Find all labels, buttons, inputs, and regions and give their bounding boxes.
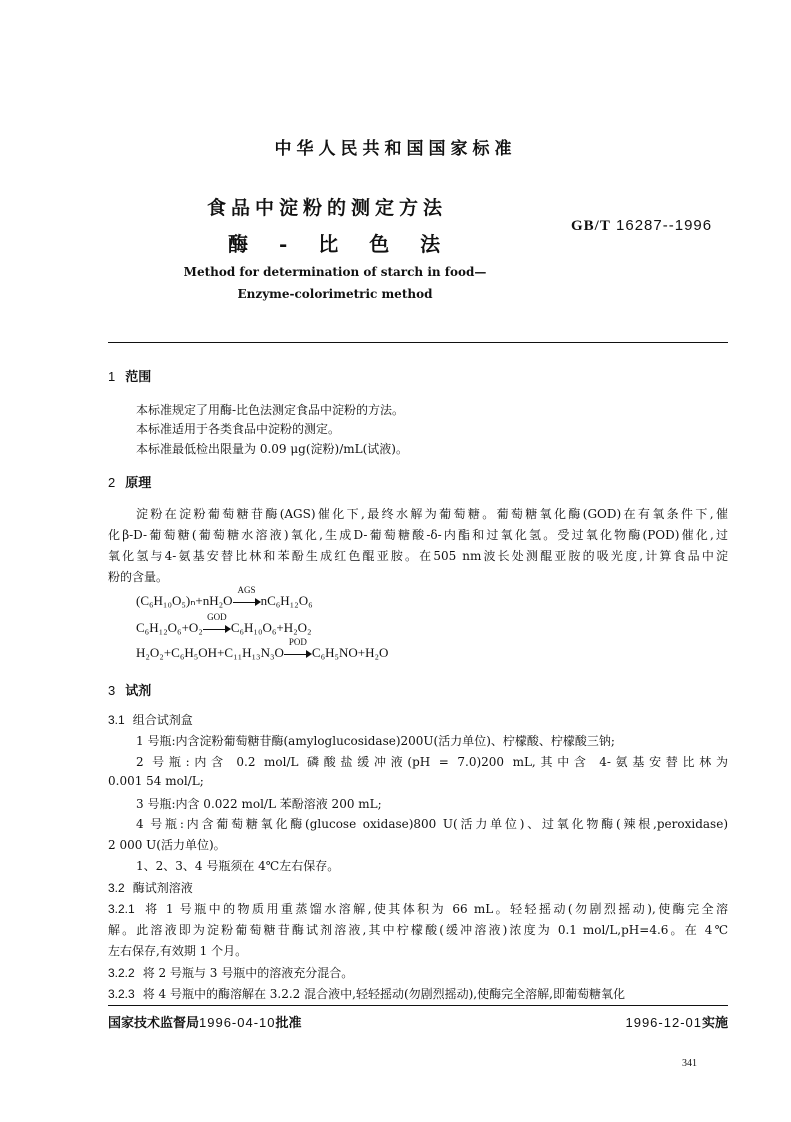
principle-line-1: 淀粉在淀粉葡萄糖苷酶(AGS)催化下,最终水解为葡萄糖。葡萄糖氧化酶(GOD)在有氧条件下,催 — [136, 507, 728, 521]
subsection-3-1-number: 3.1 — [108, 713, 125, 727]
subsection-3-2-2-number: 3.2.2 — [108, 966, 135, 980]
subsection-3-1-title: 组合试剂盒 — [132, 713, 193, 727]
bottle-1-text: 1 号瓶:内含淀粉葡萄糖苷酶(amyloglucosidase)200U(活力单位)、柠檬酸、柠檬酸三钠; — [136, 734, 615, 748]
reaction-arrow-icon — [203, 612, 231, 634]
subsection-3-2-3-text: 将 4 号瓶中的酶溶解在 3.2.2 混合液中,轻轻摇动(勿剧烈摇动),使酶完全溶解,即葡萄糖氧化 — [142, 987, 625, 1001]
equation-2 — [136, 612, 312, 636]
standard-code — [571, 217, 712, 235]
effective-suffix: 实施 — [701, 1016, 728, 1031]
reaction-arrow-icon — [233, 585, 261, 607]
principle-line-3: 氧化氢与4-氨基安替比林和苯酚生成红色醌亚胺。在505 nm波长处测醌亚胺的吸光度,计算食品中淀 — [108, 549, 728, 563]
subsection-3-2-2-text: 将 2 号瓶与 3 号瓶中的溶液充分混合。 — [142, 966, 354, 980]
header-divider — [108, 342, 728, 343]
subsection-3-1-heading — [108, 711, 193, 728]
section-1-title: 范围 — [125, 370, 152, 385]
section-1-number: 1 — [108, 369, 116, 384]
bottle-4-text-line1: 4 号瓶:内含葡萄糖氧化酶(glucose oxidase)800 U(活力单位)、过氧化物酶(辣根,peroxidase) — [136, 817, 728, 831]
equation-3-catalyst: POD — [288, 637, 307, 648]
bottle-3-text: 3 号瓶:内含 0.022 mol/L 苯酚溶液 200 mL; — [136, 797, 382, 811]
subsection-3-2-1-line2: 解。此溶液即为淀粉葡萄糖苷酶试剂溶液,其中柠檬酸(缓冲溶液)浓度为 0.1 mol/L,pH=4.6。在 4℃ — [108, 923, 728, 937]
section-3-number: 3 — [108, 683, 116, 698]
subsection-3-2-title: 酶试剂溶液 — [132, 881, 193, 895]
standard-code-prefix: GB/T — [571, 218, 611, 234]
approval-suffix: 批准 — [275, 1016, 302, 1031]
scope-line-1: 本标准规定了用酶-比色法测定食品中淀粉的方法。 — [136, 403, 405, 417]
subsection-3-2-number: 3.2 — [108, 881, 125, 895]
standard-code-number: 16287--1996 — [616, 217, 713, 234]
document-title-line2: 酶 - 比 色 法 — [228, 232, 443, 256]
section-2-title: 原理 — [125, 476, 152, 491]
section-3-heading — [108, 680, 151, 699]
subsection-3-2-3 — [108, 985, 728, 1002]
approval-info — [108, 1012, 302, 1031]
equation-3 — [136, 637, 389, 661]
equation-2-right: C₆H₁₀O₆+H₂O₂ — [230, 620, 312, 635]
section-1-heading — [108, 366, 151, 385]
footer-divider — [108, 1005, 728, 1006]
approval-date: 1996-04-10 — [199, 1015, 276, 1030]
scope-line-3: 本标准最低检出限量为 0.09 μg(淀粉)/mL(试液)。 — [136, 442, 408, 456]
document-title-line1: 食品中淀粉的测定方法 — [207, 197, 448, 219]
principle-line-4: 粉的含量。 — [108, 570, 169, 584]
bottle-2-text-line2: 0.001 54 mol/L; — [108, 774, 204, 788]
equation-2-left: C₆H₁₂O₆+O₂ — [136, 620, 203, 635]
subsection-3-2-1-text: 将 1 号瓶中的物质用重蒸馏水溶解,使其体积为 66 mL。轻轻摇动(勿剧烈摇动),使酶完全溶 — [142, 902, 728, 916]
equation-1-left: (C₆H₁₀O₅)ₙ+nH₂O — [136, 593, 233, 608]
storage-note: 1、2、3、4 号瓶须在 4℃左右保存。 — [136, 859, 340, 873]
section-2-number: 2 — [108, 475, 116, 490]
bottle-4-text-line2: 2 000 U(活力单位)。 — [108, 838, 226, 852]
equation-3-right: C₆H₅NO+H₂O — [311, 645, 389, 660]
subsection-3-2-1-line1 — [108, 900, 728, 917]
national-standard-title: 中华人民共和国国家标准 — [274, 139, 517, 159]
page-number: 341 — [682, 1058, 697, 1069]
equation-1-right: nC₆H₁₂O₆ — [260, 593, 313, 608]
subsection-3-2-3-number: 3.2.3 — [108, 987, 135, 1001]
bottle-2-text-line1: 2 号瓶:内含 0.2 mol/L 磷酸盐缓冲液(pH = 7.0)200 mL,其中含 4-氨基安替比林为 — [136, 755, 728, 769]
english-title-line1: Method for determination of starch in food— — [183, 265, 487, 279]
equation-3-left: H₂O₂+C₆H₅OH+C₁₁H₁₃N₃O — [136, 645, 284, 660]
equation-1 — [136, 585, 313, 609]
effective-date: 1996-12-01 — [625, 1015, 702, 1030]
effective-info — [625, 1012, 728, 1031]
subsection-3-2-heading — [108, 879, 193, 896]
reaction-arrow-icon — [284, 637, 312, 659]
subsection-3-2-1-number: 3.2.1 — [108, 902, 135, 916]
scope-line-2: 本标准适用于各类食品中淀粉的测定。 — [136, 422, 341, 436]
subsection-3-2-2 — [108, 964, 353, 981]
subsection-3-2-1-line3: 左右保存,有效期 1 个月。 — [108, 944, 248, 958]
approval-org: 国家技术监督局 — [108, 1016, 200, 1031]
section-2-heading — [108, 472, 151, 491]
principle-line-2: 化β-D-葡萄糖(葡萄糖水溶液)氧化,生成D-葡萄糖酸-δ-内酯和过氧化氢。受过氧化物酶(POD)催化,过 — [108, 528, 728, 542]
english-title-line2: Enzyme-colorimetric method — [237, 287, 433, 301]
equation-1-catalyst: AGS — [237, 585, 256, 596]
section-3-title: 试剂 — [125, 684, 152, 699]
equation-2-catalyst: GOD — [207, 612, 227, 623]
